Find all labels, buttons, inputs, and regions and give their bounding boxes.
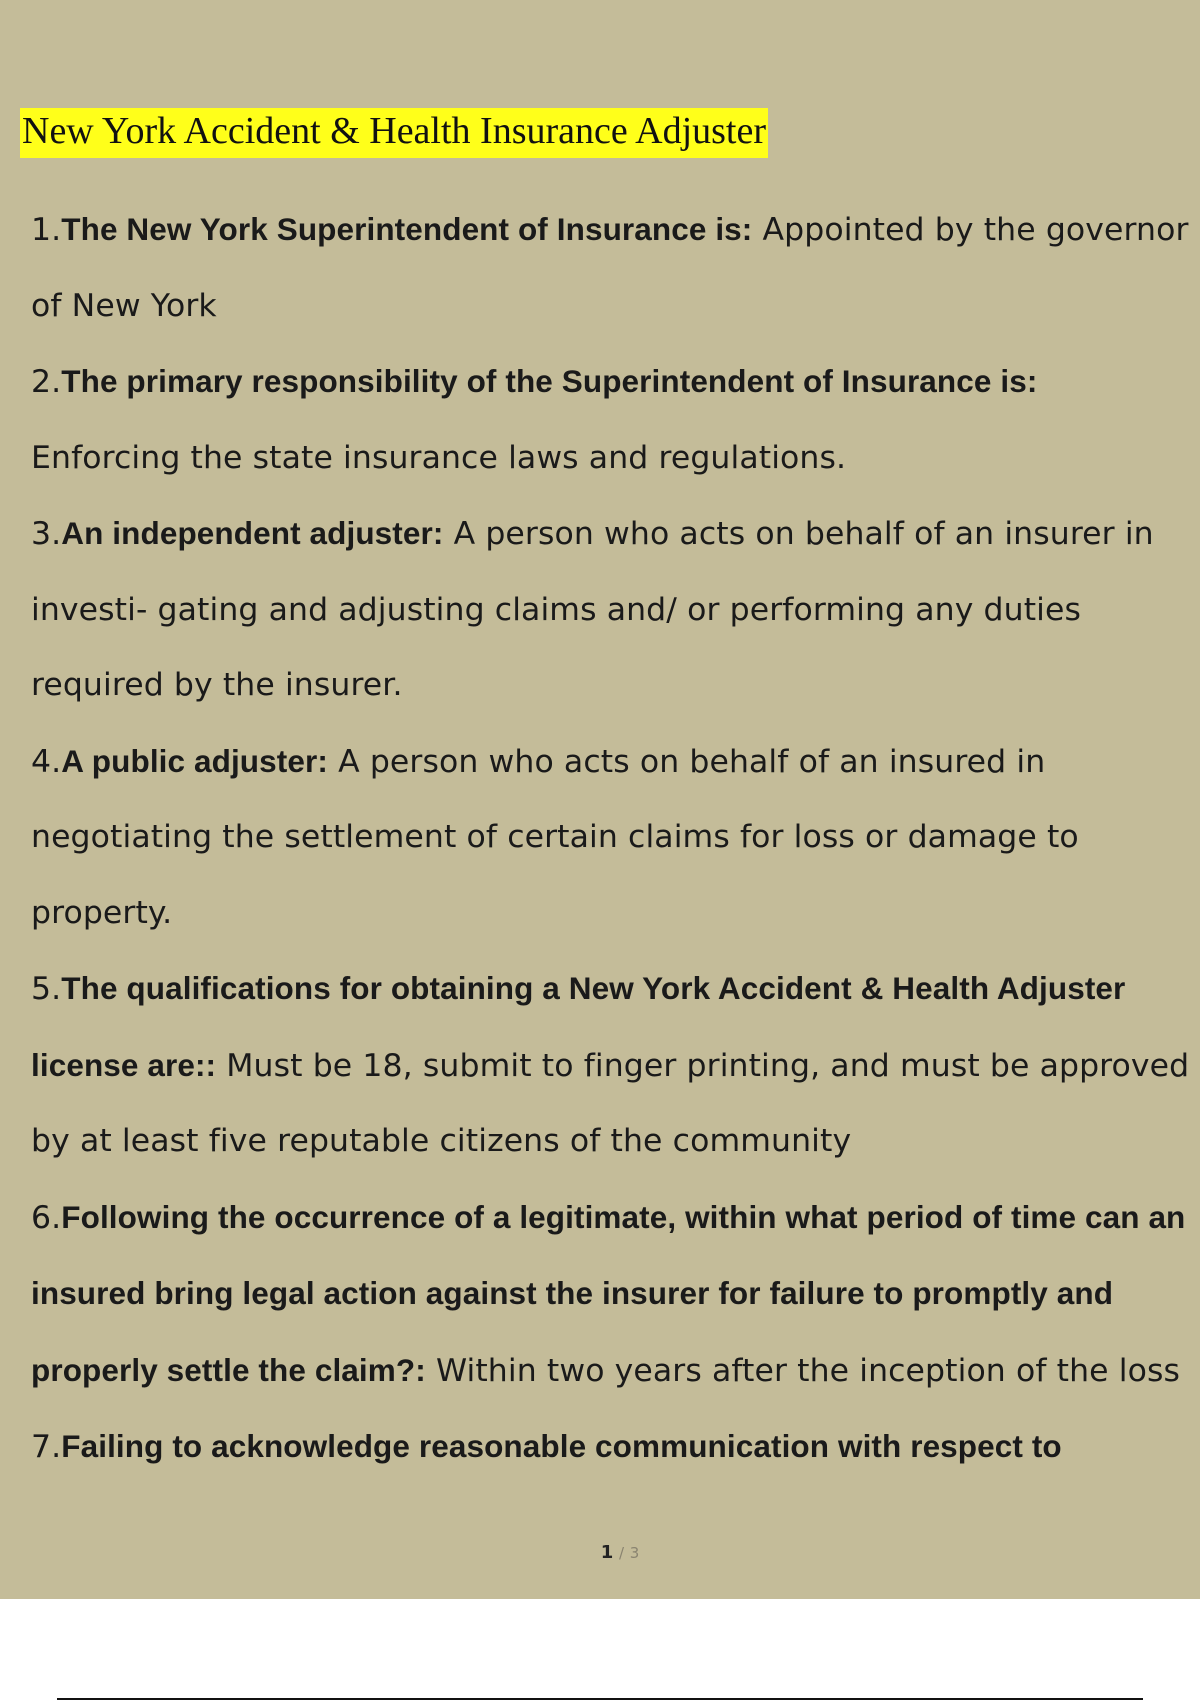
item-answer: Within two years after the inception of the loss <box>435 1352 1181 1389</box>
item-number: 3. <box>31 516 62 552</box>
list-item <box>31 1180 1191 1410</box>
item-number: 2. <box>31 364 62 400</box>
item-answer: Appointed by the governor of New York <box>31 212 1189 324</box>
page-separator: / <box>618 1544 625 1562</box>
list-item <box>31 496 1191 724</box>
item-question: Failing to acknowledge reasonable communication with respect to <box>61 1428 1062 1464</box>
item-question: Following the occurrence of a legitimate, within what period of time can an insured bring legal action against the insurer for failure to promptly and properly settle the claim?: <box>31 1198 1186 1388</box>
item-question: An independent adjuster: <box>61 515 444 551</box>
list-item <box>31 951 1191 1180</box>
page-current: 1 <box>600 1542 614 1563</box>
item-answer: A person who acts on behalf of an insurer in investi- gating and adjusting claims and/ or performing any duties required by the insurer. <box>31 516 1154 703</box>
item-answer: Must be 18, submit to finger printing, and must be approved by at least five reputable citizens of the community <box>31 1047 1190 1159</box>
item-question: A public adjuster: <box>61 742 328 779</box>
item-answer: Enforcing the state insurance laws and regulations. <box>31 439 847 476</box>
page-total: 3 <box>629 1544 640 1562</box>
list-item <box>31 344 1191 496</box>
item-question: The qualifications for obtaining a New York Accident & Health Adjuster license are:: <box>31 970 1126 1083</box>
item-number: 5. <box>31 971 62 1007</box>
item-number: 1. <box>31 212 62 248</box>
item-question: The primary responsibility of the Superintendent of Insurance is: <box>61 363 1038 399</box>
document-title: New York Accident & Health Insurance Adjuster <box>20 108 768 158</box>
item-number: 4. <box>31 743 62 780</box>
item-number: 7. <box>31 1429 62 1465</box>
question-list <box>31 192 1191 1486</box>
list-item <box>31 724 1191 952</box>
item-number: 6. <box>31 1199 62 1236</box>
page-indicator <box>0 1541 1200 1565</box>
item-question: The New York Superintendent of Insurance is: <box>61 211 753 247</box>
list-item <box>31 1409 1191 1486</box>
list-item <box>31 192 1191 344</box>
item-answer: A person who acts on behalf of an insured in negotiating the settlement of certain claims for loss or damage to property. <box>31 743 1079 931</box>
